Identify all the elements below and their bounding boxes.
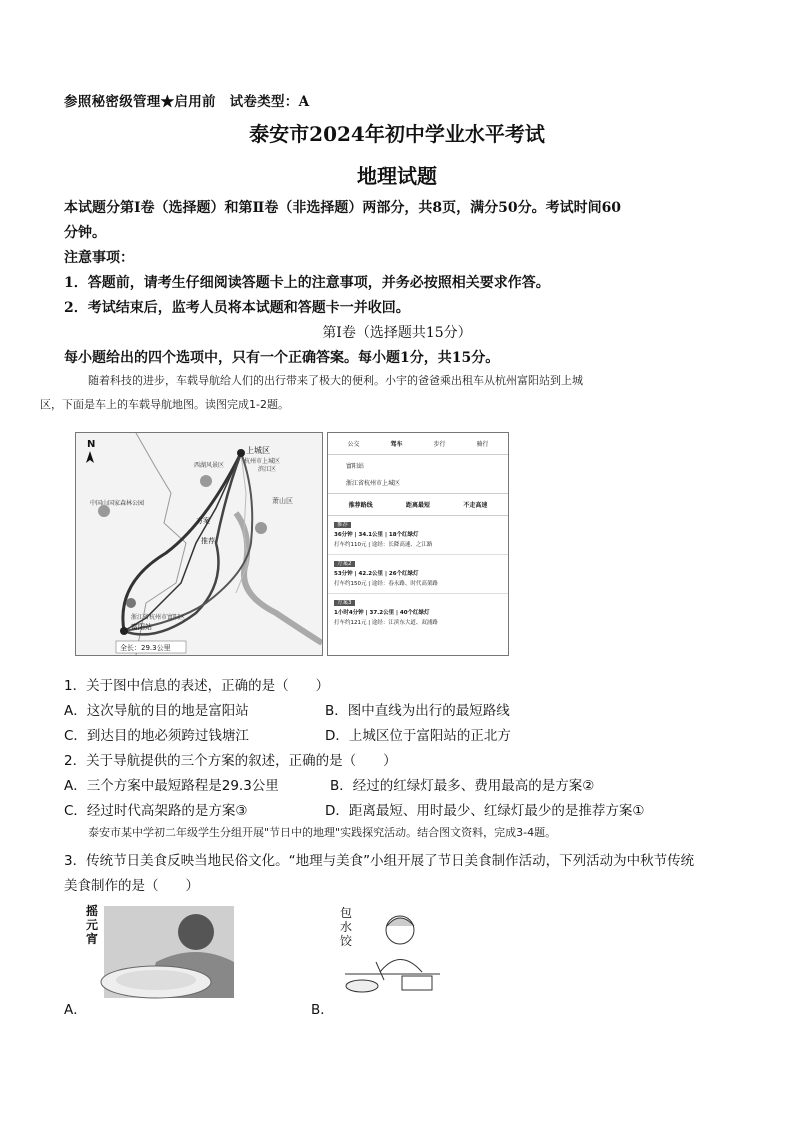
map-graphic — [76, 433, 322, 655]
question-3-option-a[interactable]: A． — [64, 1002, 87, 1018]
plan-tag: 推荐 — [334, 522, 351, 528]
tab-bus[interactable]: 公交 — [347, 441, 360, 448]
map-total-length: 全长：29.3公里 — [120, 644, 171, 652]
pref-no-highway[interactable]: 不走高速 — [463, 502, 488, 509]
plan-summary: 36分钟 | 34.1公里 | 18个红绿灯 — [334, 532, 419, 538]
intro-line-2: 分钟。 — [64, 225, 106, 241]
notice-label: 注意事项： — [64, 250, 134, 266]
image-b-caption: 包水饺 — [340, 906, 353, 948]
tab-bike[interactable]: 骑行 — [476, 441, 489, 448]
passage-1 — [40, 369, 730, 417]
exam-title: 泰安市2024年初中学业水平考试 — [249, 122, 545, 146]
nav-to: 浙江省杭州市上城区 — [328, 472, 508, 494]
nav-plan-2[interactable] — [328, 555, 508, 594]
section-instruction: 每小题给出的四个选项中，只有一个正确答案。每小题1分，共15分。 — [64, 350, 500, 366]
rolling-yuanxiao-illustration — [86, 902, 236, 1002]
tab-walk[interactable]: 步行 — [433, 441, 446, 448]
question-1-option-a[interactable]: A．这次导航的目的地是富阳站 — [64, 703, 249, 719]
question-2-option-d[interactable]: D．距离最短、用时最少、红绿灯最少的是推荐方案① — [325, 803, 645, 819]
notice-item: 2．考试结束后，监考人员将本试题和答题卡一并收回。 — [64, 300, 410, 316]
question-3-image-a — [86, 902, 236, 1002]
map-label-recommend: 推荐 — [201, 537, 215, 545]
plan-tag: 方案3 — [334, 600, 355, 606]
navigation-map — [75, 432, 323, 656]
map-label-forest-park: 中国山国家森林公园 — [90, 500, 145, 507]
passage-2: 泰安市某中学初二年级学生分组开展"节日中的地理"实践探究活动。结合图文资料，完成3-4题。 — [88, 826, 557, 839]
map-label-binjiang: 滨江区 — [258, 466, 277, 473]
map-label-district: 杭州市上城区 — [244, 458, 281, 465]
plan-detail: 打车约150元 | 途经：春永路、时代高架路 — [334, 581, 438, 587]
image-a-caption: 摇元宵 — [86, 904, 99, 946]
question-2-option-a[interactable]: A．三个方案中最短路程是29.3公里 — [64, 778, 279, 794]
question-3-image-b — [340, 902, 450, 1002]
exam-subtitle: 地理试题 — [357, 164, 437, 188]
tab-drive[interactable]: 驾车 — [390, 441, 403, 448]
plan-summary: 1小时4分钟 | 37.2公里 | 40个红绿灯 — [334, 610, 430, 616]
intro-line-1: 本试题分第Ⅰ卷（选择题）和第Ⅱ卷（非选择题）两部分，共8页，满分50分。考试时间60 — [64, 200, 622, 216]
nav-tabs — [328, 433, 508, 455]
map-label-origin: 富阳站 — [131, 623, 152, 631]
exam-intro — [64, 196, 730, 321]
nav-plan-1[interactable] — [328, 516, 508, 555]
notice-item: 1．答题前，请考生仔细阅读答题卡上的注意事项，并务必按照相关要求作答。 — [64, 275, 550, 291]
question-3-stem-line-1: 3．传统节日美食反映当地民俗文化。“地理与美食”小组开展了节日美食制作活动，下列活动为中秋节传统 — [64, 853, 695, 869]
map-label-fuyang: 浙江省杭州市富阳区 — [131, 614, 186, 621]
question-1-option-d[interactable]: D．上城区位于富阳站的正北方 — [325, 728, 511, 744]
nav-preferences — [328, 494, 508, 516]
confidentiality-header: 参照秘密级管理★启用前 试卷类型：A — [64, 94, 310, 110]
pref-recommend[interactable]: 推荐路线 — [348, 502, 373, 509]
map-label-xiaoshan: 萧山区 — [272, 497, 293, 505]
nav-plan-3[interactable] — [328, 594, 508, 632]
question-1-option-b[interactable]: B．图中直线为出行的最短路线 — [325, 703, 510, 719]
question-2-stem: 2．关于导航提供的三个方案的叙述，正确的是（ ） — [64, 753, 397, 769]
plan-detail: 打车约121元 | 途经：江滨东大道、双浦路 — [334, 620, 438, 626]
map-label-westlake: 西湖风景区 — [194, 462, 225, 469]
nav-from: 富阳站 — [346, 463, 365, 470]
map-label-plan: 方案 — [196, 517, 210, 525]
question-2-option-c[interactable]: C．经过时代高架路的是方案③ — [64, 803, 248, 819]
making-dumplings-illustration — [340, 902, 450, 1002]
section-title: 第Ⅰ卷（选择题共15分） — [322, 325, 472, 341]
question-3-stem-line-2: 美食制作的是（ ） — [64, 878, 199, 894]
passage-1-line-1: 随着科技的进步，车载导航给人们的出行带来了极大的便利。小宇的爸爸乘出租车从杭州富阳站到上城 — [88, 374, 583, 387]
question-1-option-c[interactable]: C．到达目的地必须跨过钱塘江 — [64, 728, 249, 744]
question-1-stem: 1．关于图中信息的表述，正确的是（ ） — [64, 678, 330, 694]
navigation-panel — [327, 432, 509, 656]
north-label: N — [87, 439, 96, 450]
question-3-option-b[interactable]: B． — [311, 1002, 334, 1018]
pref-shortest[interactable]: 距离最短 — [405, 502, 430, 509]
question-2-option-b[interactable]: B．经过的红绿灯最多、费用最高的是方案② — [330, 778, 595, 794]
passage-1-line-2: 区，下面是车上的车载导航地图。读图完成1-2题。 — [40, 398, 289, 411]
plan-detail: 打车约110元 | 途经：长降高速、之江路 — [334, 542, 433, 548]
map-label-destination: 上城区 — [246, 446, 270, 455]
plan-summary: 53分钟 | 42.2公里 | 26个红绿灯 — [334, 571, 419, 577]
plan-tag: 方案2 — [334, 561, 355, 567]
